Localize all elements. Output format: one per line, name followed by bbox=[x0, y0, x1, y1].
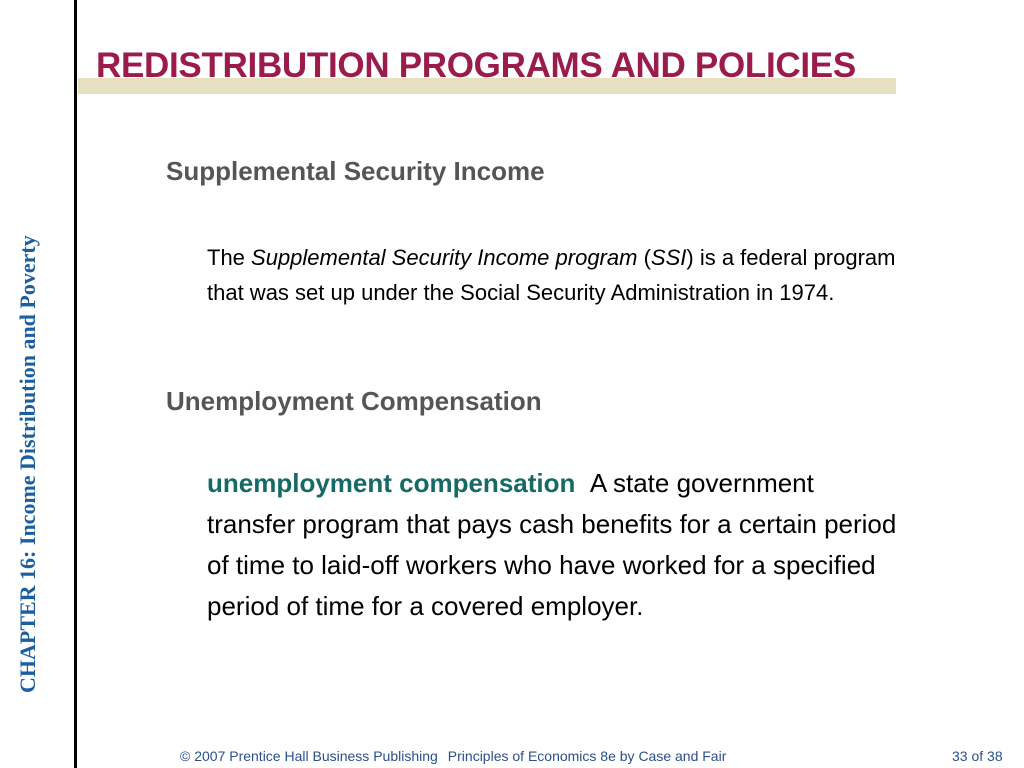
footer-credits bbox=[180, 748, 726, 764]
ssi-text-suffix: ) is a federal program that was set up under the Social Security Administration in 1974. bbox=[207, 245, 896, 305]
ssi-abbreviation: SSI bbox=[650, 245, 687, 270]
glossary-term: unemployment compensation bbox=[207, 468, 576, 498]
chapter-side-label: CHAPTER 16: Income Distribution and Poverty bbox=[15, 235, 40, 693]
ssi-paragraph bbox=[207, 240, 907, 310]
footer-book: Principles of Economics 8e by Case and Fair bbox=[447, 748, 727, 764]
ssi-program-name: Supplemental Security Income program bbox=[251, 245, 638, 270]
vertical-divider bbox=[74, 0, 77, 768]
page-number: 33 of 38 bbox=[952, 748, 1003, 764]
ssi-text-mid: ( bbox=[637, 245, 651, 270]
section-heading-unemployment: Unemployment Compensation bbox=[166, 386, 542, 416]
unemployment-definition bbox=[207, 463, 907, 627]
slide-title: REDISTRIBUTION PROGRAMS AND POLICIES bbox=[96, 46, 856, 85]
footer-copyright: © 2007 Prentice Hall Business Publishing bbox=[180, 748, 438, 764]
ssi-text-prefix: The bbox=[207, 245, 252, 270]
glossary-definition: A state government transfer program that pays cash benefits for a certain period of time to laid-off workers who have worked for a specified period of time for a covered employer. bbox=[207, 468, 897, 621]
section-heading-ssi: Supplemental Security Income bbox=[166, 156, 545, 186]
